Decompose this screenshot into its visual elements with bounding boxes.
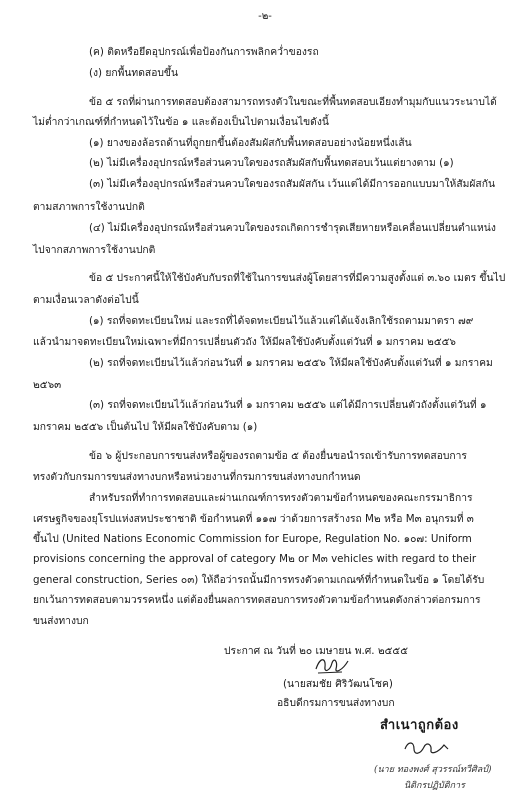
text-line: (ค) ติดหรือยึดอุปกรณ์เพื่อป้องกันการพลิกคว่ำของรถ (89, 46, 319, 58)
text-line: ตามเงื่อนเวลาดังต่อไปนี้ (33, 294, 139, 306)
text-line: ๒๕๖๓ (33, 379, 62, 391)
text-line: มกราคม ๒๕๕๖ เป็นต้นไป ให้มีผลใช้บังคับตาม (๑) (33, 421, 258, 433)
handwritten-title: นิติกรปฏิบัติการ (404, 781, 465, 791)
text-line: (๑) รถที่จดทะเบียนใหม่ และรถที่ได้จดทะเบียนไว้แล้วแต่ได้แจ้งเลิกใช้รถตามมาตรา ๗๙ (89, 315, 474, 327)
text-line: (๓) รถที่จดทะเบียนไว้แล้วก่อนวันที่ ๑ มกราคม ๒๕๕๖ แต่ได้มีการเปลี่ยนตัวถังตั้งแต่วันที่ ๑ (89, 399, 487, 411)
text-line: เศรษฐกิจของยุโรปแห่งสหประชาชาติ ข้อกำหนดที่ ๑๑๗ ว่าด้วยการสร้างรถ M๒ หรือ M๓ อนุกรมที่ ๓ (33, 513, 474, 525)
date-line: ประกาศ ณ วันที่ ๒๐ เมษายน พ.ศ. ๒๕๕๕ (224, 645, 409, 657)
signer-name: (นายสมชัย ศิริวัฒนโชค) (283, 678, 393, 690)
handwritten-name: (นาย ทองพงศ์ สุวรรณ์ทวีศิลป์) (374, 765, 492, 775)
text-line: ขึ้นไป (United Nations Economic Commission for Europe, Regulation No. ๑๐๗: Uniform (33, 533, 472, 545)
text-line: ข้อ ๕ รถที่ผ่านการทดสอบต้องสามารถทรงตัวในขณะที่พื้นทดสอบเอียงทำมุมกับแนวระนาบได้ (89, 96, 497, 108)
text-line: ไปจากสภาพการใช้งานปกติ (33, 244, 156, 256)
text-line: provisions concerning the approval of category M๒ or M๓ vehicles with regard to their (33, 553, 477, 565)
text-line: สำหรับรถที่ทำการทดสอบและผ่านเกณฑ์การทรงตัวตามข้อกำหนดของคณะกรรมาธิการ (89, 492, 473, 504)
text-line: (ง) ยกพื้นทดสอบขึ้น (89, 67, 178, 79)
text-line: แล้วนำมาจดทะเบียนใหม่เฉพาะที่มีการเปลี่ยนตัวถัง ให้มีผลใช้บังคับตั้งแต่วันที่ ๑ มกราคม ๒๕๕๖ (33, 336, 456, 348)
text-line: ยกเว้นการทดสอบตามวรรคหนึ่ง แต่ต้องยื่นผลการทดสอบการทรงตัวตามข้อกำหนดดังกล่าวต่อกรมการ (33, 594, 481, 606)
text-line: (๑) ยางของล้อรถด้านที่ถูกยกขึ้นต้องสัมผัสกับพื้นทดสอบอย่างน้อยหนึ่งเส้น (89, 137, 412, 149)
director-signature (312, 653, 354, 677)
text-line: ข้อ ๖ ผู้ประกอบการขนส่งหรือผู้ของรถตามข้อ ๕ ต้องยื่นขอนำรถเข้ารับการทดสอบการ (89, 450, 467, 462)
text-line: ตามสภาพการใช้งานปกติ (33, 201, 145, 213)
text-line: general construction, Series ๐๓) ให้ถือว่ารถนั้นมีการทรงตัวตามเกณฑ์ที่กำหนดในข้อ ๑ โดยได้รับ (33, 574, 485, 586)
signer-title: อธิบดีกรมการขนส่งทางบก (277, 697, 395, 709)
text-line: ขนส่งทางบก (33, 615, 89, 627)
certifier-signature (402, 735, 452, 759)
text-line: (๒) ไม่มีเครื่องอุปกรณ์หรือส่วนควบใดของรถสัมผัสกับพื้นทดสอบเว้นแต่ยางตาม (๑) (89, 157, 454, 169)
text-line: (๓) ไม่มีเครื่องอุปกรณ์หรือส่วนควบใดของรถสัมผัสกัน เว้นแต่ได้มีการออกแบบมาให้สัมผัสกัน (89, 178, 495, 190)
text-line: (๒) รถที่จดทะเบียนไว้แล้วก่อนวันที่ ๑ มกราคม ๒๕๕๖ ให้มีผลใช้บังคับตั้งแต่วันที่ ๑ มกราคม (89, 357, 493, 369)
text-line: ข้อ ๕ ประกาศนี้ให้ใช้บังคับกับรถที่ใช้ในการขนส่งผู้โดยสารที่มีความสูงตั้งแต่ ๓.๖๐ เมตร ขึ้นไป (89, 272, 506, 284)
text-line: ทรงตัวกับกรมการขนส่งทางบกหรือหน่วยงานที่กรมการขนส่งทางบกกำหนด (33, 471, 361, 483)
certified-copy-stamp: สำเนาถูกต้อง (380, 718, 459, 733)
text-line: ไม่ต่ำกว่าเกณฑ์ที่กำหนดไว้ในข้อ ๑ และต้องเป็นไปตามเงื่อนไขดังนี้ (33, 116, 329, 128)
text-line: (๔) ไม่มีเครื่องอุปกรณ์หรือส่วนควบใดของรถเกิดการชำรุดเสียหายหรือเคลื่อนเปลี่ยนตำแหน่ง (89, 222, 496, 234)
page-number: -๒- (258, 11, 272, 22)
